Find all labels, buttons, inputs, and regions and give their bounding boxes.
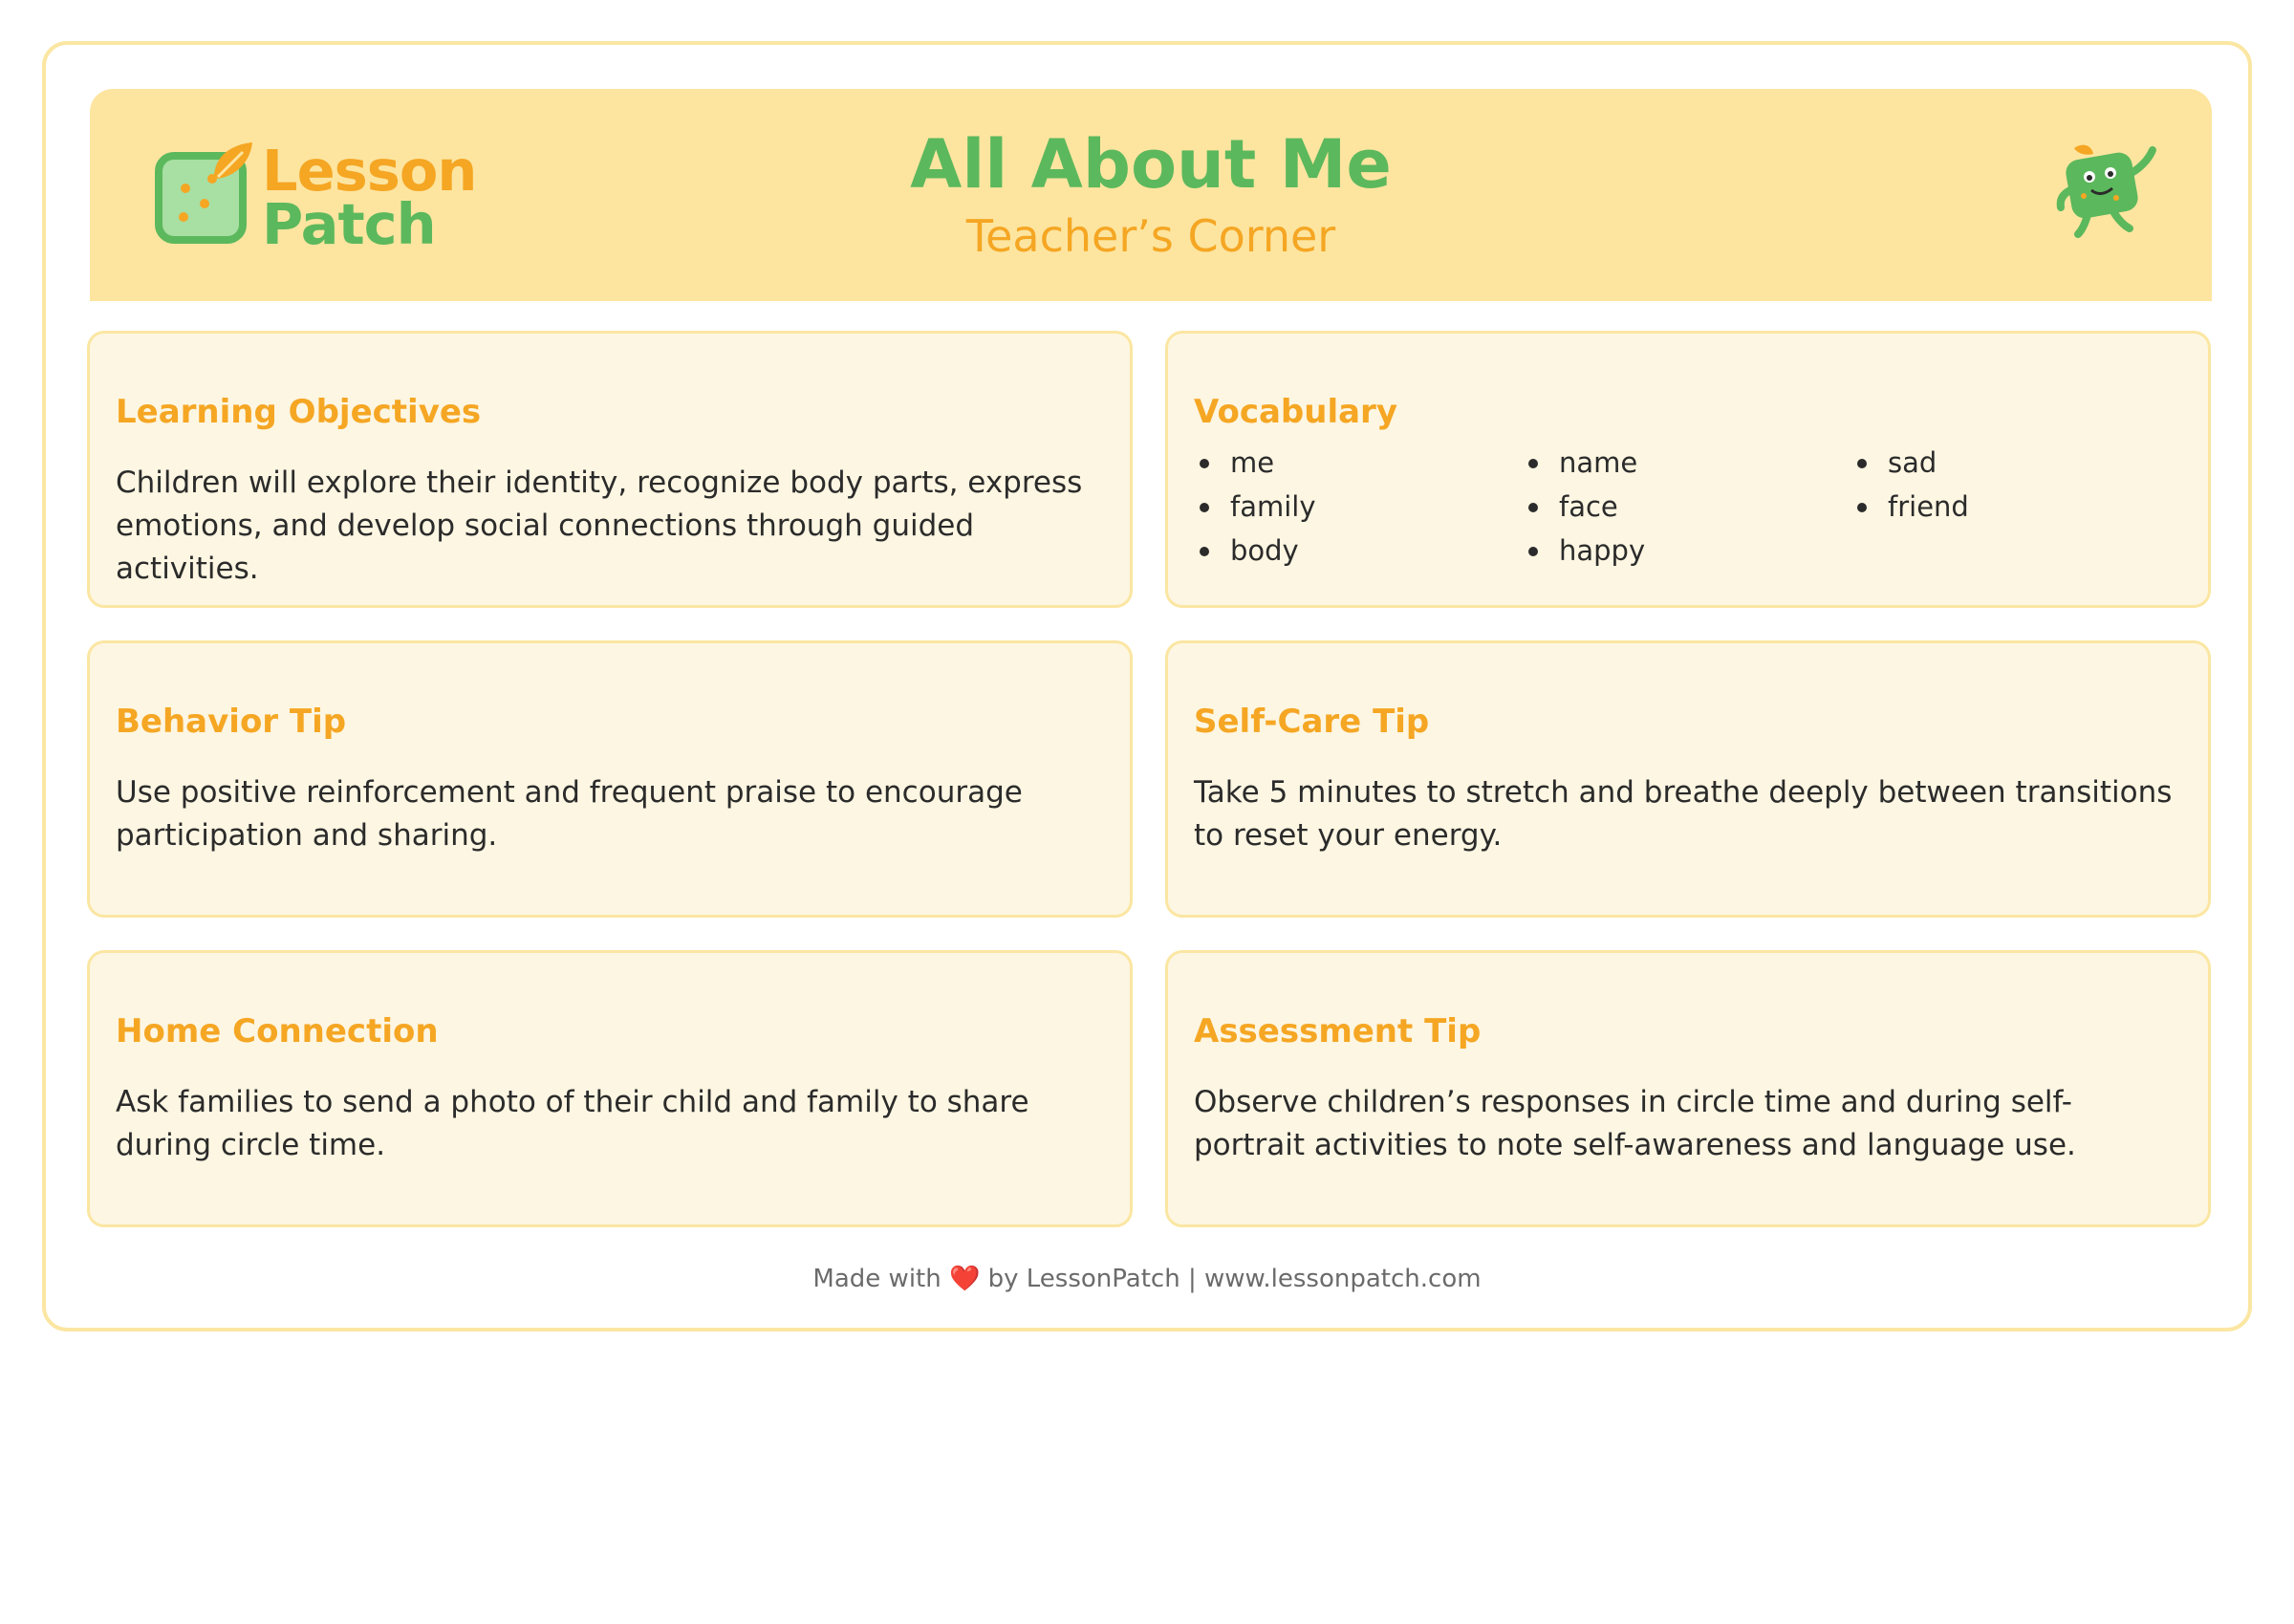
logo-word-patch: Patch (262, 191, 436, 257)
vocabulary-word: family (1194, 485, 1523, 529)
footer (46, 1260, 2248, 1298)
lessonpatch-logo-icon (155, 141, 266, 255)
page-title: All About Me (910, 125, 1392, 204)
vocabulary-word: face (1523, 485, 1851, 529)
card-assessment-tip (1165, 950, 2211, 1227)
heart-icon: ❤️ (948, 1265, 981, 1293)
vocabulary-word: happy (1523, 529, 1851, 573)
vocabulary-word: me (1194, 441, 1523, 485)
worksheet-page (42, 41, 2252, 1332)
card-vocabulary (1165, 331, 2211, 608)
card-home-connection (87, 950, 1133, 1227)
vocabulary-word: body (1194, 529, 1523, 573)
vocabulary-word: friend (1851, 485, 2180, 529)
page-subtitle: Teacher’s Corner (965, 210, 1336, 262)
card-learning-objectives (87, 331, 1133, 608)
card-title: Learning Objectives (116, 393, 482, 431)
card-self-care-tip (1165, 640, 2211, 918)
header-banner (90, 89, 2212, 301)
card-text: Ask families to send a photo of their child and family to share during circle time. (116, 1085, 1029, 1162)
card-title: Behavior Tip (116, 703, 347, 741)
card-title: Assessment Tip (1194, 1012, 1482, 1050)
footer-made-with: Made with (812, 1265, 941, 1293)
lessonpatch-logo[interactable] (155, 138, 480, 257)
card-title: Self-Care Tip (1194, 703, 1430, 741)
card-title: Home Connection (116, 1012, 439, 1050)
card-behavior-tip (87, 640, 1133, 918)
card-text: Use positive reinforcement and frequent praise to encourage participation and sharing. (116, 775, 1023, 853)
card-title: Vocabulary (1194, 393, 1397, 431)
logo-word-lesson: Lesson (262, 138, 477, 204)
card-text: Children will explore their identity, recognize body parts, express emotions, and develop social connections through guided activities. (116, 466, 1083, 586)
card-text: Take 5 minutes to stretch and breathe deeply between transitions to reset your energy. (1194, 775, 2173, 853)
vocabulary-word: sad (1851, 441, 2180, 485)
card-text: Observe children’s responses in circle time and during self-portrait activities to note self-awareness and language use. (1194, 1085, 2076, 1162)
mascot-icon (2055, 141, 2162, 242)
logo-wordmark (262, 138, 477, 257)
vocabulary-list (1194, 441, 2182, 573)
vocabulary-word: name (1523, 441, 1851, 485)
footer-credit-link[interactable]: by LessonPatch | www.lessonpatch.com (987, 1265, 1482, 1293)
